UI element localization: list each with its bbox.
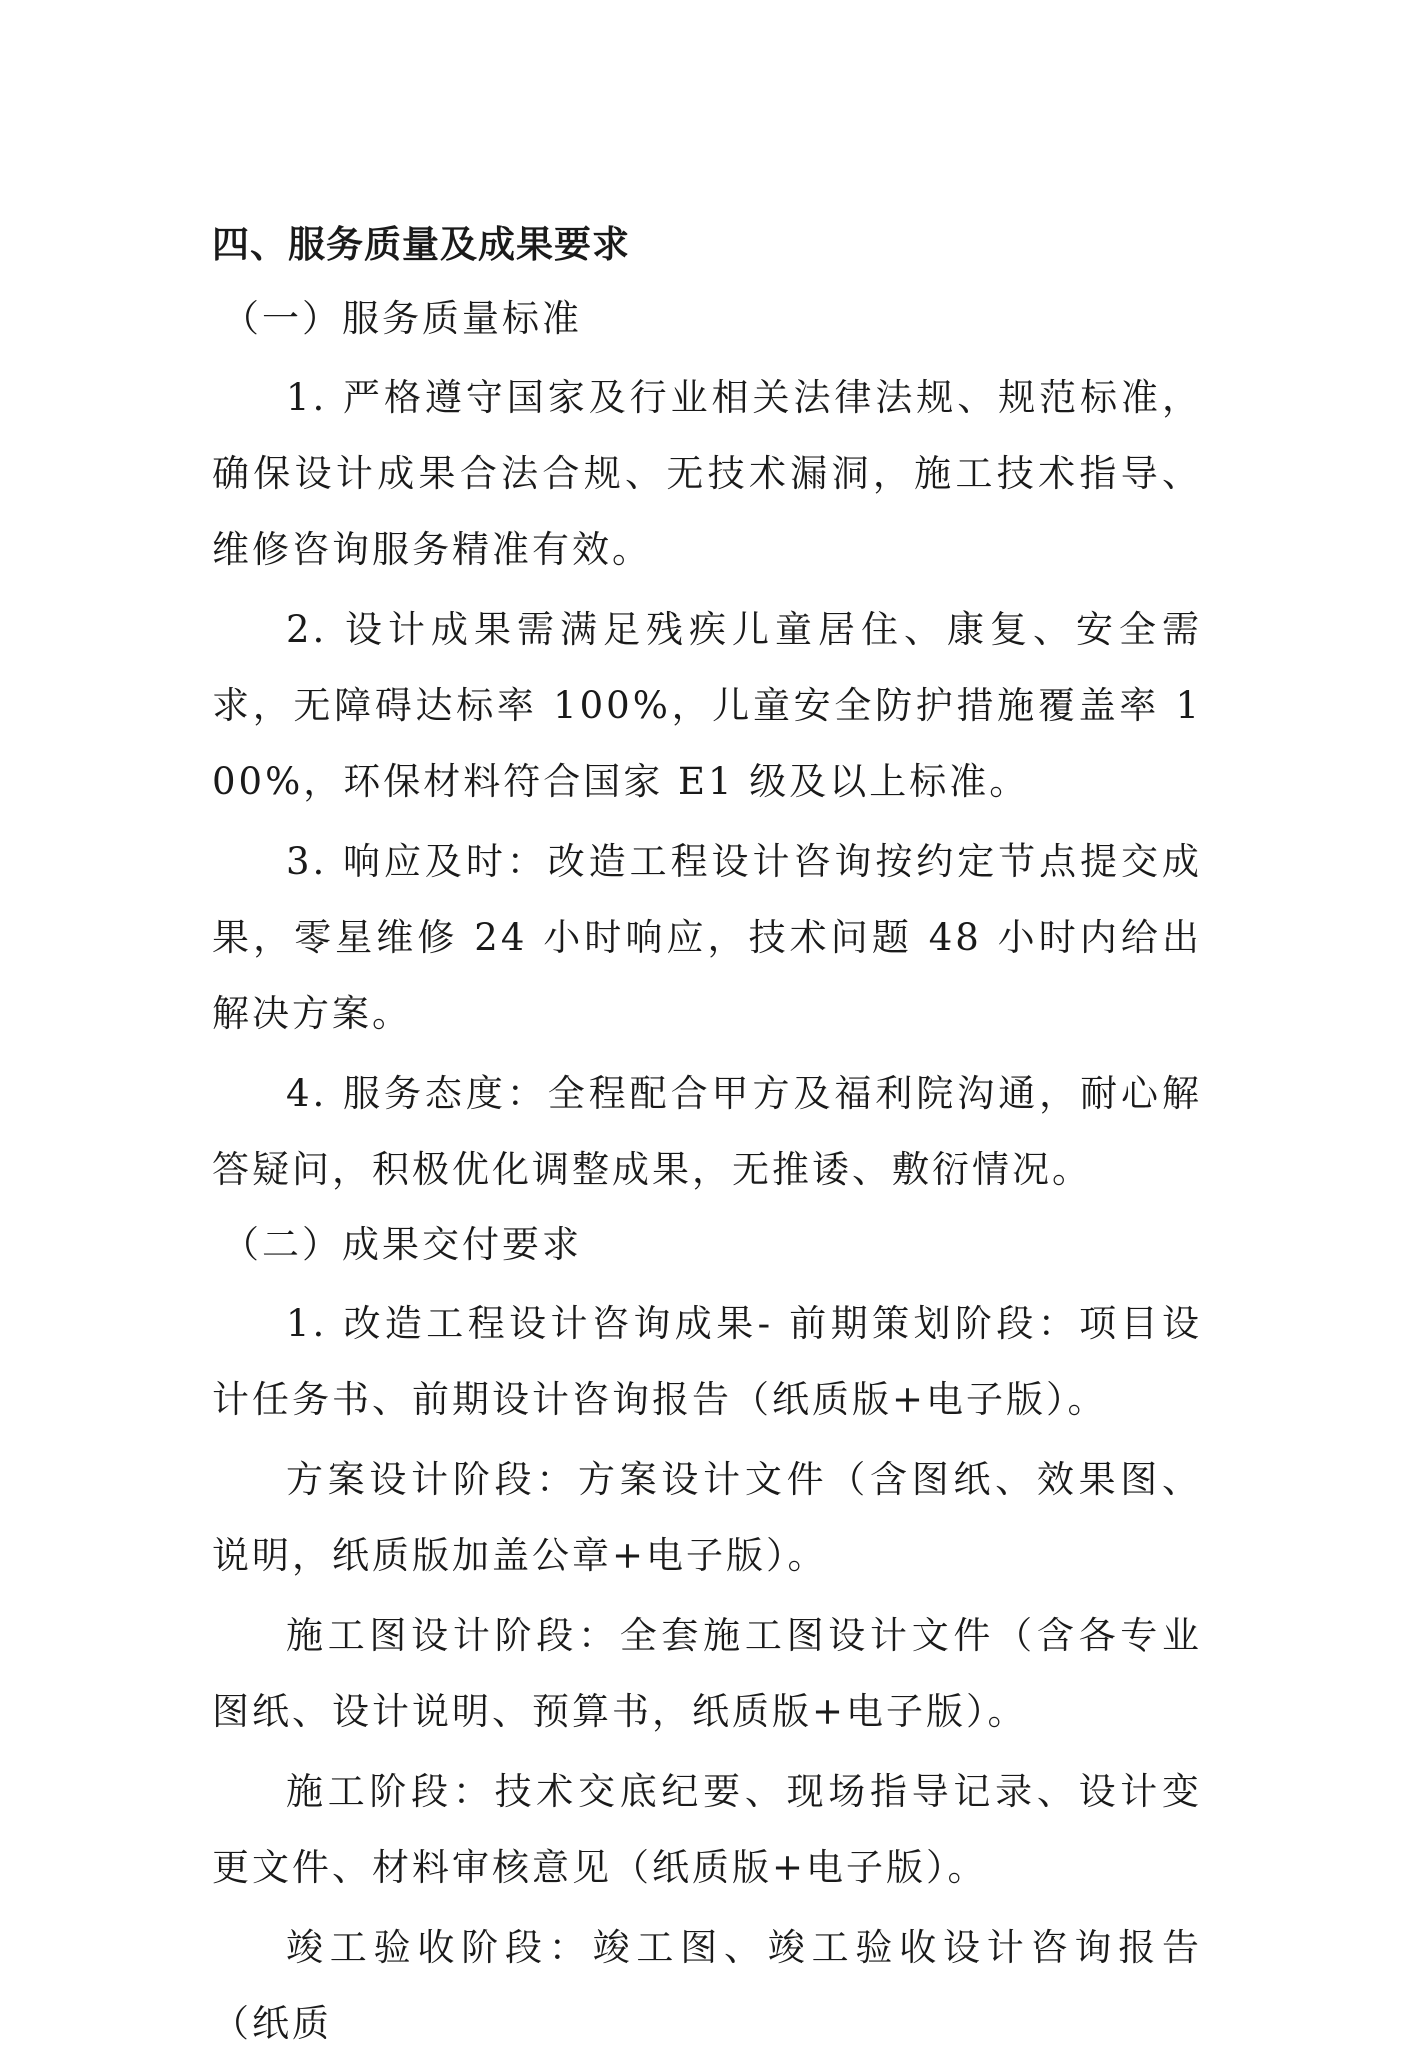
quality-item-1: 1. 严格遵守国家及行业相关法律法规、规范标准，确保设计成果合法合规、无技术漏洞，施工技术指导、维修咨询服务精准有效。 [212,376,1202,571]
subsection-title-quality: （一）服务质量标准 [222,297,582,340]
delivery-item-completion: 竣工验收阶段：竣工图、竣工验收设计咨询报告（纸质 [212,1926,1202,2045]
section-title: 四、服务质量及成果要求 [212,223,630,266]
quality-item-2: 2. 设计成果需满足残疾儿童居住、康复、安全需求，无障碍达标率 100%，儿童安全防护措施覆盖率 100%，环保材料符合国家 E1 级及以上标准。 [212,608,1202,803]
delivery-item-construction: 施工阶段：技术交底纪要、现场指导记录、设计变更文件、材料审核意见（纸质版+电子版）。 [212,1770,1202,1889]
delivery-item-1: 1. 改造工程设计咨询成果- 前期策划阶段：项目设计任务书、前期设计咨询报告（纸质版+电子版）。 [212,1302,1202,1421]
quality-item-3: 3. 响应及时：改造工程设计咨询按约定节点提交成果，零星维修 24 小时响应，技术问题 48 小时内给出解决方案。 [212,840,1202,1035]
delivery-item-scheme: 方案设计阶段：方案设计文件（含图纸、效果图、说明，纸质版加盖公章+电子版）。 [212,1458,1202,1577]
delivery-item-construction-drawing: 施工图设计阶段：全套施工图设计文件（含各专业图纸、设计说明、预算书，纸质版+电子版）。 [212,1614,1202,1733]
quality-item-4: 4. 服务态度：全程配合甲方及福利院沟通，耐心解答疑问，积极优化调整成果，无推诿、敷衍情况。 [212,1072,1202,1191]
subsection-title-delivery: （二）成果交付要求 [222,1223,582,1266]
document-body [212,208,1202,2062]
